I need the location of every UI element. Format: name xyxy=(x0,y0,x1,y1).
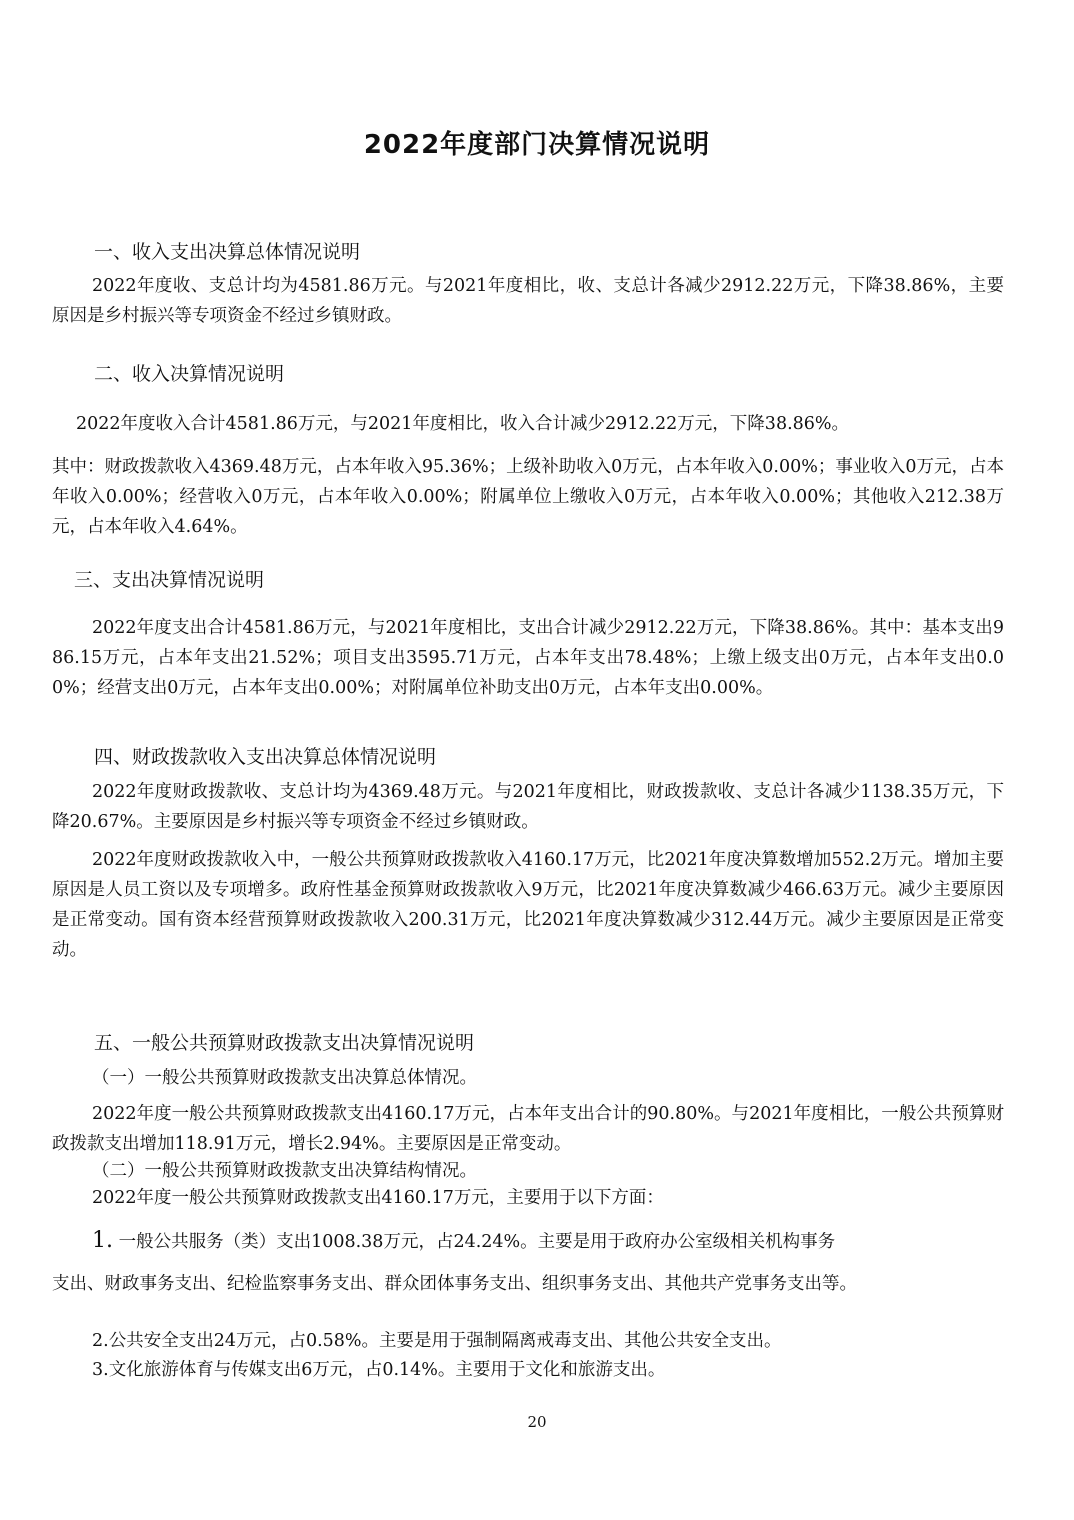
list-item-2: 2.公共安全支出24万元，占0.58%。主要是用于强制隔离戒毒支出、其他公共安全支出。 xyxy=(92,1331,782,1351)
section-1-body: 2022年度收、支总计均为4581.86万元。与2021年度相比，收、支总计各减少2912.22万元，下降38.86%，主要原因是乡村振兴等专项资金不经过乡镇财政。 xyxy=(52,276,1004,326)
list-item-1-rest: 支出、财政事务支出、纪检监察事务支出、群众团体事务支出、组织事务支出、其他共产党事务支出等。 xyxy=(52,1274,857,1294)
section-5-intro: 2022年度一般公共预算财政拨款支出4160.17万元，主要用于以下方面： xyxy=(92,1188,664,1208)
section-4-para1: 2022年度财政拨款收、支总计均为4369.48万元。与2021年度相比，财政拨款收、支总计各减少1138.35万元，下降20.67%。主要原因是乡村振兴等专项资金不经过乡镇财政。 xyxy=(52,782,1004,832)
section-3-heading: 三、支出决算情况说明 xyxy=(74,569,265,591)
list-item-1-text: 一般公共服务（类）支出1008.38万元，占24.24%。主要是用于政府办公室级相关机构事务 xyxy=(118,1232,836,1252)
list-item-3: 3.文化旅游体育与传媒支出6万元，占0.14%。主要用于文化和旅游支出。 xyxy=(92,1360,666,1380)
section-1-heading: 一、收入支出决算总体情况说明 xyxy=(94,241,361,263)
list-item-1-first xyxy=(92,1228,835,1253)
section-5-sub2: （二）一般公共预算财政拨款支出决算结构情况。 xyxy=(92,1161,477,1181)
section-2-heading: 二、收入决算情况说明 xyxy=(94,363,285,385)
section-2-body: 其中：财政拨款收入4369.48万元，占本年收入95.36%；上级补助收入0万元，占本年收入0.00%；事业收入0万元，占本年收入0.00%；经营收入0万元，占本年收入0.00%；附属单位上缴收入0万元，占本年收入0.00%；其他收入212.38万元，占本年收入4.64%。 xyxy=(52,457,1004,537)
page-number: 20 xyxy=(527,1413,547,1431)
section-4-para2: 2022年度财政拨款收入中，一般公共预算财政拨款收入4160.17万元，比2021年度决算数增加552.2万元。增加主要原因是人员工资以及专项增多。政府性基金预算财政拨款收入9万元，比2021年度决算数减少466.63万元。减少主要原因是正常变动。国有资本经营预算财政拨款收入200.31万元，比2021年度决算数减少312.44万元。减少主要原因是正常变动。 xyxy=(52,850,1004,960)
page-title: 2022年度部门决算情况说明 xyxy=(363,130,711,160)
section-4-heading: 四、财政拨款收入支出决算总体情况说明 xyxy=(94,746,437,768)
section-5-heading: 五、一般公共预算财政拨款支出决算情况说明 xyxy=(94,1032,475,1054)
section-2-line1: 2022年度收入合计4581.86万元，与2021年度相比，收入合计减少2912.22万元，下降38.86%。 xyxy=(76,414,850,434)
section-5-para1: 2022年度一般公共预算财政拨款支出4160.17万元，占本年支出合计的90.80%。与2021年度相比，一般公共预算财政拨款支出增加118.91万元，增长2.94%。主要原因是正常变动。 xyxy=(52,1104,1004,1154)
section-3-body: 2022年度支出合计4581.86万元，与2021年度相比，支出合计减少2912.22万元，下降38.86%。其中：基本支出986.15万元，占本年支出21.52%；项目支出3595.71万元，占本年支出78.48%；上缴上级支出0万元，占本年支出0.00%；经营支出0万元，占本年支出0.00%；对附属单位补助支出0万元，占本年支出0.00%。 xyxy=(52,618,1004,698)
section-5-sub1: （一）一般公共预算财政拨款支出决算总体情况。 xyxy=(92,1068,477,1088)
list-item-1-number: 1. xyxy=(92,1228,113,1253)
